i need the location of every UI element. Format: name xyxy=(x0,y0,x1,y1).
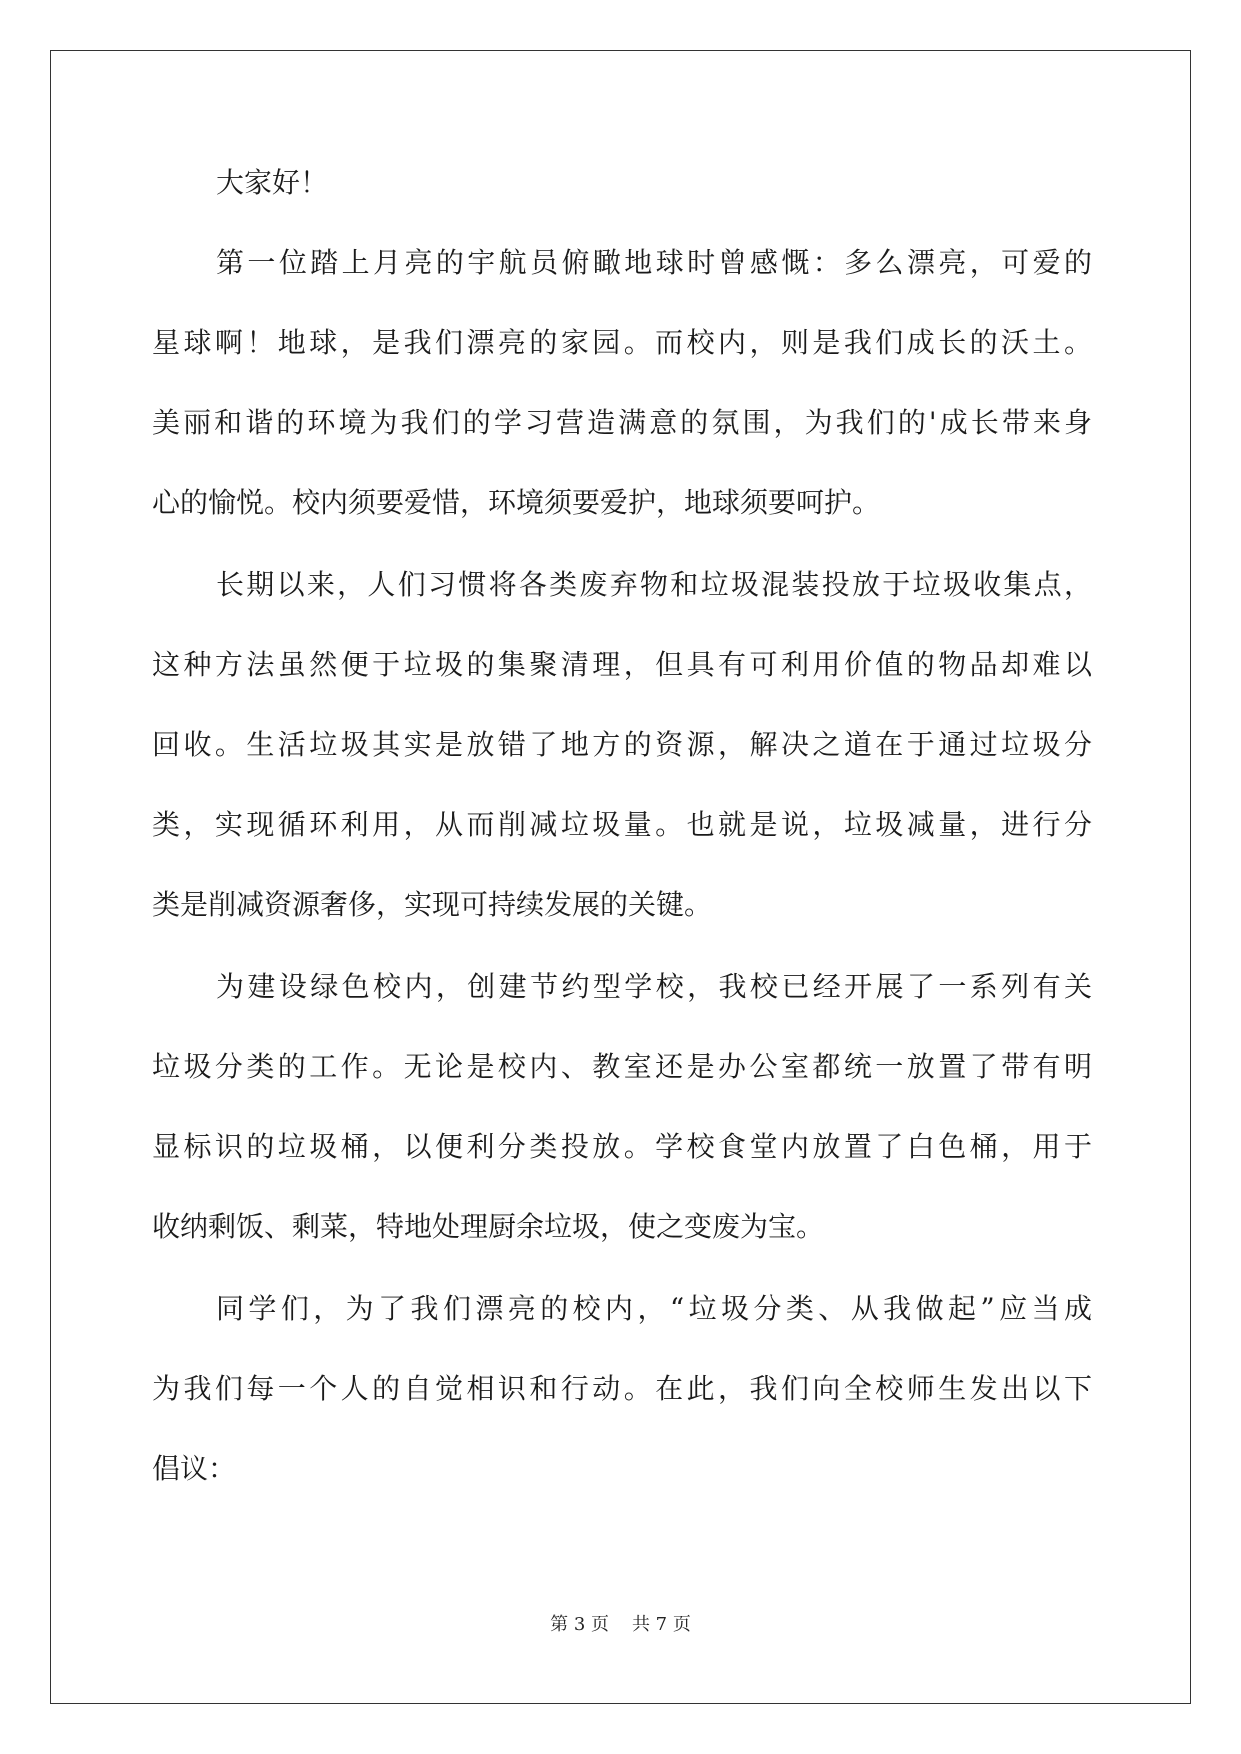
paragraph-line: 回收。生活垃圾其实是放错了地方的资源，解决之道在于通过垃圾分 xyxy=(152,728,1092,761)
paragraph-line: 显标识的垃圾桶，以便利分类投放。学校食堂内放置了白色桶，用于 xyxy=(152,1130,1092,1163)
paragraph xyxy=(152,967,1092,1247)
paragraph-line: 美丽和谐的环境为我们的学习营造满意的氛围，为我们的'成长带来身 xyxy=(152,406,1092,439)
paragraph-line: 这种方法虽然便于垃圾的集聚清理，但具有可利用价值的物品却难以 xyxy=(152,648,1092,681)
paragraph xyxy=(152,565,1092,925)
paragraph-line: 类，实现循环利用，从而削减垃圾量。也就是说，垃圾减量，进行分 xyxy=(152,808,1092,841)
paragraph-line: 长期以来，人们习惯将各类废弃物和垃圾混装投放于垃圾收集点， xyxy=(216,568,1092,601)
paragraph-line: 星球啊！地球，是我们漂亮的家园。而校内，则是我们成长的沃土。 xyxy=(152,326,1092,359)
paragraph-line: 第一位踏上月亮的宇航员俯瞰地球时曾感慨：多么漂亮，可爱的 xyxy=(216,246,1092,279)
paragraph-line: 收纳剩饭、剩菜，特地处理厨余垃圾，使之变废为宝。 xyxy=(152,1210,825,1243)
paragraph-line: 为我们每一个人的自觉相识和行动。在此，我们向全校师生发出以下 xyxy=(152,1372,1092,1405)
paragraph xyxy=(152,1289,1092,1489)
document-body xyxy=(152,163,1092,1531)
paragraph-line: 心的愉悦。校内须要爱惜，环境须要爱护，地球须要呵护。 xyxy=(152,486,881,519)
paragraph-line: 倡议： xyxy=(152,1452,237,1485)
paragraph-line: 垃圾分类的工作。无论是校内、教室还是办公室都统一放置了带有明 xyxy=(152,1050,1092,1083)
greeting: 大家好！ xyxy=(216,166,329,199)
page-number-footer: 第 3 页 共 7 页 xyxy=(550,1614,691,1635)
paragraph xyxy=(152,243,1092,523)
paragraph-line: 同学们，为了我们漂亮的校内，“垃圾分类、从我做起”应当成 xyxy=(216,1292,1092,1325)
paragraph-line: 类是削减资源奢侈，实现可持续发展的关键。 xyxy=(152,888,713,921)
paragraph-line: 为建设绿色校内，创建节约型学校，我校已经开展了一系列有关 xyxy=(216,970,1092,1003)
